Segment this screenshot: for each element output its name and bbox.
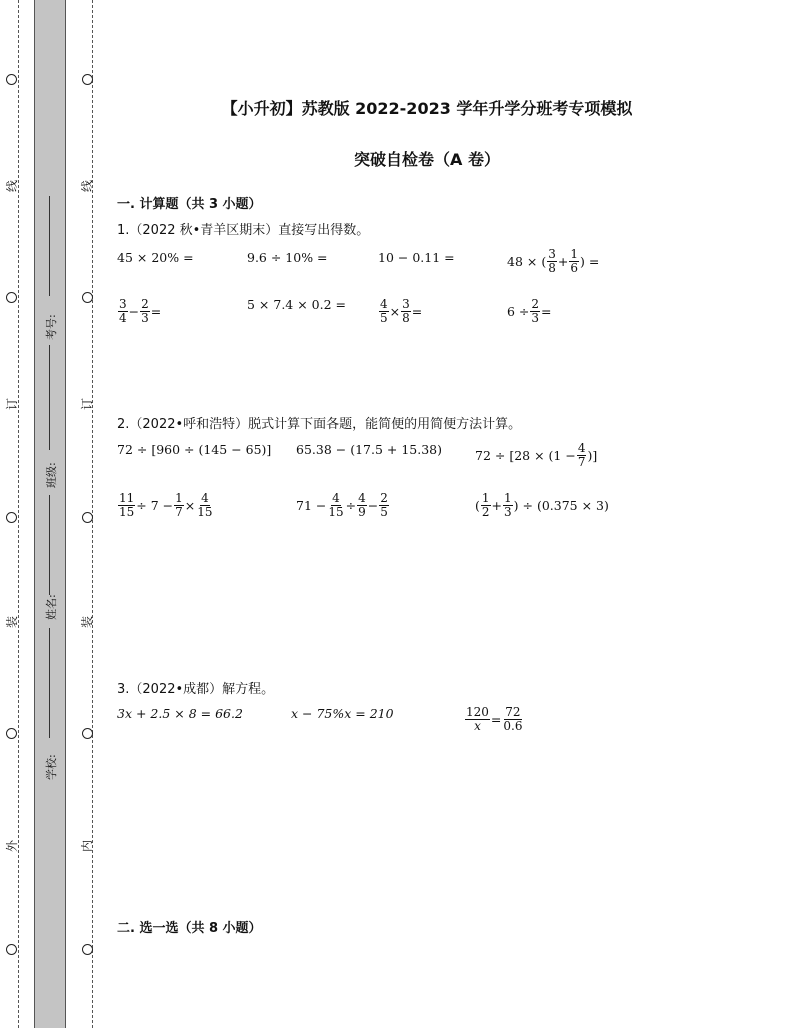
- expr-text: 48 × (: [507, 254, 547, 269]
- page-subtitle: 突破自检卷（A 卷）: [354, 150, 500, 169]
- hole-circle: [82, 292, 93, 303]
- margin-char-zhuang: 装: [80, 615, 95, 629]
- fraction: $\frac{1}{2}$: [481, 491, 490, 519]
- operator: =: [490, 712, 502, 727]
- margin-char-nei: 内: [80, 839, 95, 853]
- operator: ×: [184, 498, 196, 513]
- operator: ÷: [345, 498, 357, 513]
- hole-circle: [82, 74, 93, 85]
- operator: +: [491, 498, 503, 513]
- hole-circle: [6, 512, 17, 523]
- margin-char-wai: 外: [5, 839, 20, 853]
- name-label: 姓名:: [45, 594, 58, 620]
- operator: =: [150, 304, 162, 319]
- hole-circle: [6, 728, 17, 739]
- q1-expr-7: [378, 298, 422, 325]
- expr-text: ÷ 7 −: [136, 498, 174, 513]
- class-blank[interactable]: [49, 345, 50, 450]
- name-blank[interactable]: [49, 495, 50, 595]
- section-heading: 一. 计算题（共 3 小题）: [117, 197, 262, 212]
- fraction: $\frac{4}{15}$: [328, 491, 344, 519]
- expr-text: 72 ÷ [28 × (1 −: [475, 448, 576, 463]
- fraction: $\frac{1}{6}$: [570, 247, 578, 275]
- q2-expr-6: [475, 492, 609, 519]
- fraction: $\frac{4}{9}$: [358, 491, 366, 519]
- fraction: $\frac{4}{15}$: [197, 491, 213, 519]
- margin-char-ding: 订: [80, 397, 95, 411]
- margin-char-xian: 线: [5, 179, 20, 193]
- question-3-text: 3.（2022•成都）解方程。: [117, 682, 275, 697]
- q1-expr-8: [507, 298, 552, 325]
- fraction: $\frac{2}{5}$: [380, 491, 388, 519]
- expr-text: )]: [587, 448, 598, 463]
- operator: =: [541, 304, 552, 319]
- fraction: $\frac{2}{3}$: [141, 297, 149, 325]
- expr-text: ) ÷ (0.375 × 3): [513, 498, 609, 513]
- fraction: $\frac{3}{8}$: [402, 297, 410, 325]
- fraction: $\frac{3}{4}$: [119, 297, 127, 325]
- fraction: $\frac{1}{3}$: [504, 491, 512, 519]
- hole-circle: [82, 728, 93, 739]
- q2-expr-1: 72 ÷ [960 ÷ (145 − 65)]: [117, 442, 272, 457]
- margin-char-ding: 订: [5, 397, 20, 411]
- school-label: 学校:: [45, 754, 58, 780]
- q3-expr-2: x − 75%x = 210: [291, 706, 394, 721]
- section-heading: 二. 选一选（共 8 小题）: [117, 921, 262, 936]
- q1-expr-2: 9.6 ÷ 10% =: [247, 250, 328, 265]
- fraction: $\frac{4}{5}$: [380, 297, 388, 325]
- q3-expr-1: 3x + 2.5 × 8 = 66.2: [117, 706, 243, 721]
- operator: ×: [389, 304, 401, 319]
- class-label: 班级:: [45, 462, 58, 488]
- fraction: $\frac{4}{7}$: [577, 441, 586, 469]
- q1-expr-6: 5 × 7.4 × 0.2 =: [247, 297, 346, 312]
- q1-expr-3: 10 − 0.11 =: [378, 250, 455, 265]
- expr-text: ) =: [579, 254, 600, 269]
- school-blank[interactable]: [49, 628, 50, 738]
- q2-expr-5: [296, 492, 390, 519]
- fraction: $\frac{2}{3}$: [531, 297, 540, 325]
- hole-circle: [6, 292, 17, 303]
- q1-expr-5: [117, 298, 161, 325]
- hole-circle: [6, 944, 17, 955]
- fraction: $\frac{11}{15}$: [119, 491, 135, 519]
- operator: −: [367, 498, 379, 513]
- fraction: $\frac{120}{x}$: [466, 705, 489, 733]
- q1-expr-1: 45 × 20% =: [117, 250, 194, 265]
- q3-expr-3: [464, 706, 524, 733]
- fraction: $\frac{72}{0.6}$: [503, 705, 523, 733]
- exam-number-blank[interactable]: [49, 196, 50, 296]
- operator: +: [557, 254, 569, 269]
- fraction: $\frac{1}{7}$: [175, 491, 183, 519]
- hole-circle: [6, 74, 17, 85]
- exam-number-label: 考号:: [45, 314, 58, 340]
- q1-expr-4: [507, 248, 599, 275]
- hole-circle: [82, 512, 93, 523]
- q2-expr-4: [117, 492, 215, 519]
- question-2-text: 2.（2022•呼和浩特）脱式计算下面各题，能简便的用简便方法计算。: [117, 417, 522, 432]
- hole-circle: [82, 944, 93, 955]
- margin-char-xian: 线: [80, 179, 95, 193]
- expr-text: (: [475, 498, 480, 513]
- operator: =: [411, 304, 423, 319]
- question-1-text: 1.（2022 秋•青羊区期末）直接写出得数。: [117, 223, 370, 238]
- expr-text: 71 −: [296, 498, 327, 513]
- expr-text: 6 ÷: [507, 304, 530, 319]
- fraction: $\frac{3}{8}$: [548, 247, 556, 275]
- margin-char-zhuang: 装: [5, 615, 20, 629]
- q2-expr-2: 65.38 − (17.5 + 15.38): [296, 442, 442, 457]
- q2-expr-3: [475, 442, 597, 469]
- operator: −: [128, 304, 140, 319]
- page-title: 【小升初】苏教版 2022-2023 学年升学分班考专项模拟: [221, 99, 633, 118]
